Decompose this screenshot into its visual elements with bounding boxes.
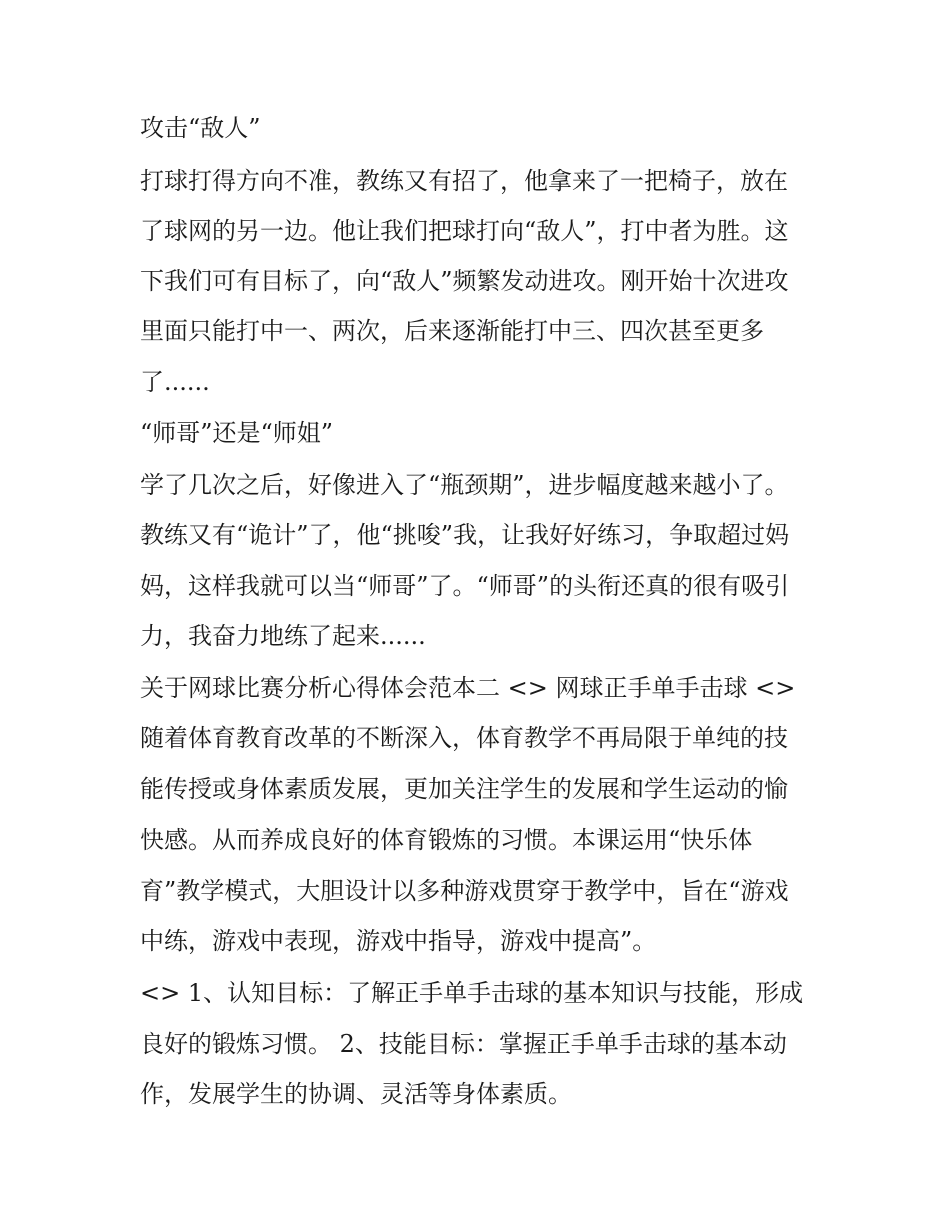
text-line: 育”教学模式，大胆设计以多种游戏贯穿于教学中，旨在“游戏 — [140, 877, 789, 905]
text-line: 了...... — [140, 368, 210, 396]
text-line: 力，我奋力地练了起来...... — [140, 622, 426, 650]
text-line: 下我们可有目标了，向“敌人”频繁发动进攻。刚开始十次进攻 — [140, 267, 789, 295]
text-line: 了球网的另一边。他让我们把球打向“敌人”，打中者为胜。这 — [140, 217, 789, 245]
text-line: 学了几次之后，好像进入了“瓶颈期”，进步幅度越来越小了。 — [140, 471, 789, 499]
text-line: 随着体育教育改革的不断深入，体育教学不再局限于单纯的技 — [140, 724, 788, 752]
text-line: 教练又有“诡计”了，他“挑唆”我，让我好好练习，争取超过妈 — [140, 521, 790, 549]
section-heading-senior: “师哥”还是“师姐” — [140, 419, 334, 447]
text-line: 妈，这样我就可以当“师哥”了。“师哥”的头衔还真的很有吸引 — [140, 572, 790, 600]
text-line: 作，发展学生的协调、灵活等身体素质。 — [140, 1080, 572, 1108]
text-line: 里面只能打中一、两次，后来逐渐能打中三、四次甚至更多 — [140, 317, 764, 345]
section-heading-attack-enemy: 攻击“敌人” — [140, 114, 261, 142]
section-heading-sample-two: 关于网球比赛分析心得体会范本二 <> 网球正手单手击球 <> — [140, 674, 796, 702]
text-line: <> 1、认知目标：了解正手单手击球的基本知识与技能，形成 — [140, 979, 804, 1007]
text-line: 快感。从而养成良好的体育锻炼的习惯。本课运用“快乐体 — [140, 826, 753, 854]
text-line: 良好的锻炼习惯。 2、技能目标：掌握正手单手击球的基本动 — [140, 1030, 787, 1058]
text-line: 打球打得方向不准，教练又有招了，他拿来了一把椅子，放在 — [140, 167, 788, 195]
text-line: 中练，游戏中表现，游戏中指导，游戏中提高”。 — [140, 927, 657, 955]
text-line: 能传授或身体素质发展，更加关注学生的发展和学生运动的愉 — [140, 775, 788, 803]
